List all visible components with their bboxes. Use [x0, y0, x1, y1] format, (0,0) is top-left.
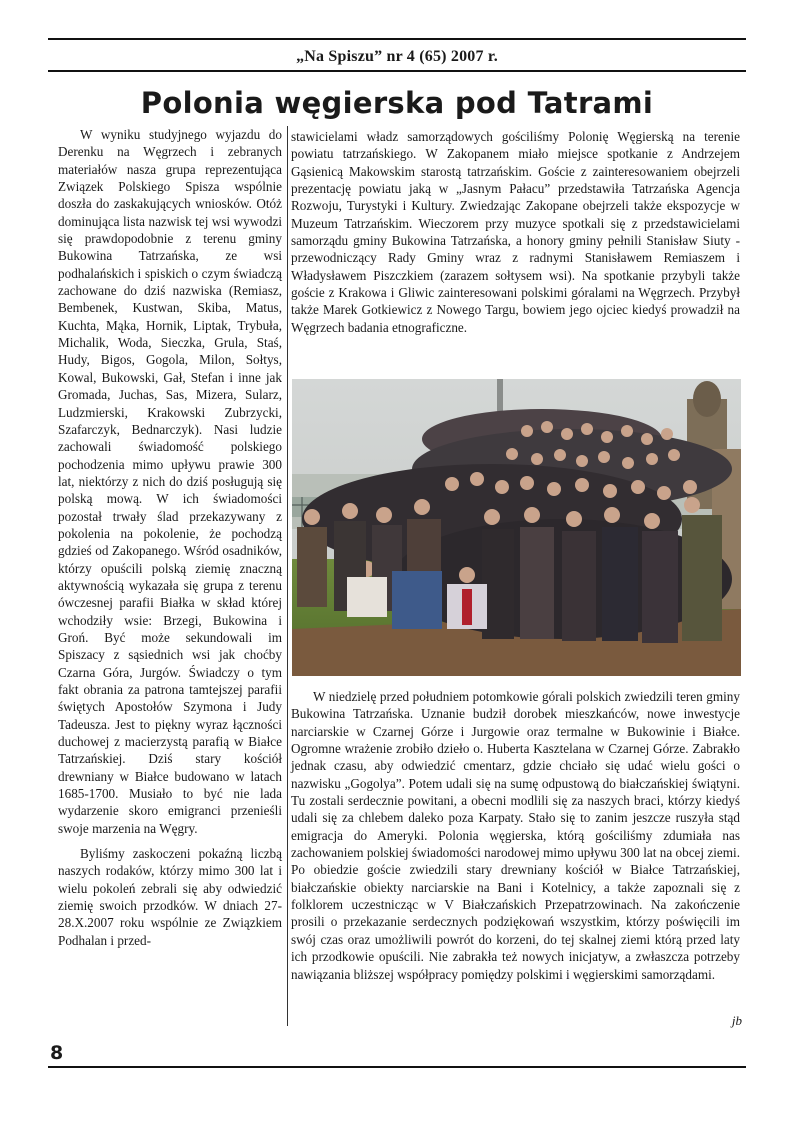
author-signature: jb [731, 1013, 742, 1028]
header-rule-bottom [48, 70, 746, 72]
header-rule-top [48, 38, 746, 40]
column-divider [287, 126, 288, 1026]
masthead: „Na Spiszu” nr 4 (65) 2007 r. [296, 48, 498, 65]
left-paragraph-1: W wyniku studyjnego wyjazdu do Derenku na Węgrzech i zebranych materiałów nasza grupa reprezentująca Związek Polskiego Spisza wspólnie doszła do zaskakujących wniosków. Otóż dominująca lista nazwisk tej wsi wywodzi się prawdopodobnie z terenu gminy Bukowina Tatrzańska, ze wsi podhalańskich i spiskich o czym świadczą zachowane do dziś nazwiska (Remiasz, Bembenek, Kustwan, Skiba, Matus, Kuchta, Mąka, Hornik, Liptak, Trybuła, Michalik, Woda, Sieczka, Grula, Staś, Hudy, Bigos, Gogola, Milon, Sołtys, Kowal, Bukowski, Gał, Stefan i inne jak Gromada, Juchas, Sas, Mizera, Sularz, Ludzmierski, Krakowski Zubrzycki, Szafarczyk, Bednarczyk). Nasi ludzie zachowali świadomość polskiego pochodzenia mimo upływu prawie 300 lat, niektórzy z nich do dziś posługują się polską mową. W ich świadomości pozostał trwały ślad przekazywany z pokolenia na pokolenie, że pochodzą gdzieś od Zakopanego. Wśród osadników, którzy opuścili polską ziemię znaczną aktywnością wykazała się grupa z terenu ówczesnej parafii Białka w skład której wchodziły wsie: Brzegi, Bukowina i Groń. Być może sekundowali im Spiszacy z sąsiednich wsi jak choćby Czarna Góra, Jurgów. Świadczy o tym fakt obrania za patrona tamtejszej parafii świętych Apostołów Szymona i Judy Tadeusza. Jest to piękny wyraz łączności duchowej z macierzystą parafią w Białce Tatrzańskiej. Dziś stary kościół drewniany w Białce budowano w latach 1685-1700. Musiało to być nie lada wydarzenie skoro emigranci przenieśli swoje marzenia na Węgry. [58, 127, 282, 836]
group-photo-image [292, 379, 741, 676]
right-column-bottom [291, 688, 740, 983]
right-paragraph-bottom: W niedzielę przed południem potomkowie górali polskich zwiedzili teren gminy Bukowina Tatrzańska. Uznanie budził dorobek mieszkańców, nowe inwestycje narciarskie w Czarnej Górze i Jurgowie oraz termalne w Bukowinie i Białce. Ogromne wrażenie zrobiło dzieło o. Huberta Kasztelana w Czarnej Górze. Zabrakło jednak czasu, aby odwiedzić cmentarz, gdzie chciało się udać wielu gości o nazwisku „Gogolya”. Potem udali się na sumę odpustową do białczańskiej świątyni. Tu zostali serdecznie powitani, a obecni modlili się za naszych braci, którzy kiedyś udali się za chlebem daleko poza Karpaty. Stało się to zanim jeszcze ruszyła stąd emigracja do Ameryki. Polonia węgierska, którą gościliśmy zdumiała nas zachowaniem polskiej świadomości narodowej mimo upływu 300 lat na obcej ziemi. Po obiedzie goście zwiedzili stary drewniany kościół w Białce Tatrzańskiej, białczańskie obiekty narciarskie na Bani i Kotelnicy, a także zapoznali się z folklorem uczestnicząc w V Białczańskich Przepatrzowinach. Na zakończenie prosili o przekazanie serdecznych podziękowań wszystkim, którzy poświęcili im swój czas oraz umożliwili powrót do korzeni, do tej skalnej ziemi którą przed laty ich przodkowie opuścili. Nie zabrakła też nowych inicjatyw, a zwłaszcza potrzeby nawiązania bliższej współpracy pomiędzy polskimi i węgierskimi samorządami. [291, 689, 740, 982]
left-paragraph-2: Byliśmy zaskoczeni pokaźną liczbą naszych rodaków, którzy mimo 300 lat i wielu pokoleń zebrali się aby odwiedzić ziemię swoich przodków. W dniach 27-28.X.2007 roku wspólnie ze Związkiem Podhalan i przed- [58, 846, 282, 948]
left-column [58, 126, 282, 949]
group-photo [292, 379, 741, 676]
right-column-top [291, 128, 740, 336]
footer-rule [48, 1066, 746, 1068]
article-title: Polonia węgierska pod Tatrami [140, 86, 654, 120]
page-number: 8 [50, 1042, 64, 1064]
right-paragraph-top: stawicielami władz samorządowych gościliśmy Polonię Węgierską na terenie powiatu tatrzańskiego. W Zakopanem miało miejsce spotkanie z Andrzejem Gąsienicą Makowskim starostą tatrzańskim. Goście z zainteresowaniem obejrzeli prezentację powiatu jaką w „Jasnym Pałacu” przedstawiła Tatrzańska Agencja Rozwoju, Turystyki i Kultury. Zwiedzając Zakopane obejrzeli także ekspozycje w Muzeum Tatrzańskim. Wieczorem przy muzyce spotkali się z przedstawicielami samorządu gminy Bukowina Tatrzańska, a honory gminy pełnili Stanisław Siuty - przewodniczący Rady Gminy wraz z radnymi Stanisławem Remiaszem i Władysławem Piszczkiem (zarazem sołtysem wsi). Na spotkanie przybyli także goście z Krakowa i Gliwic zainteresowani polskimi góralami na Węgrzech. Przybył także Marek Gotkiewicz z Nowego Targu, bowiem jego ojciec kiedyś prowadził na Węgrzech badania etnograficzne. [291, 129, 740, 335]
